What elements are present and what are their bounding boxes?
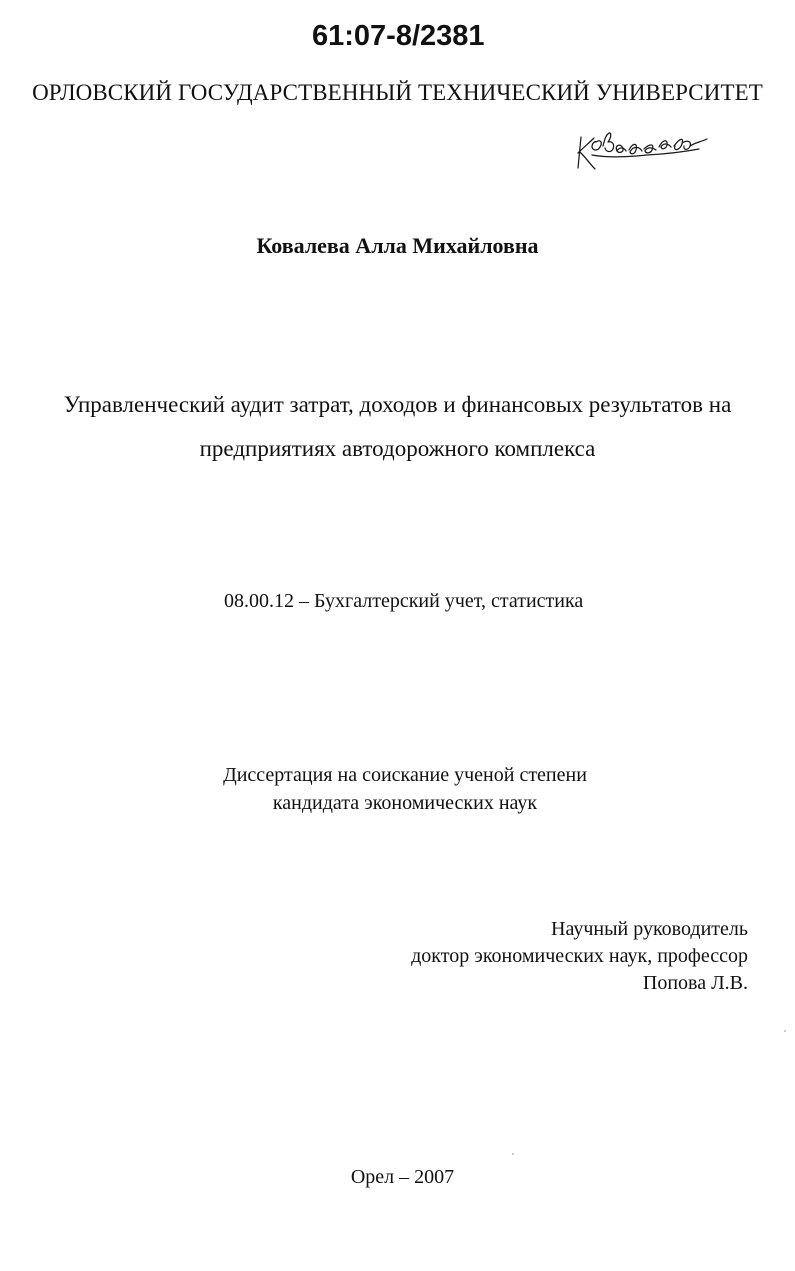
university-name: ОРЛОВСКИЙ ГОСУДАРСТВЕННЫЙ ТЕХНИЧЕСКИЙ УНИВЕРСИТЕТ <box>32 80 763 105</box>
author-name: Ковалева Алла Михайловна <box>256 233 539 258</box>
archive-code: 61:07-8/2381 <box>312 20 485 52</box>
scan-speck <box>512 1153 514 1155</box>
advisor-role: Научный руководитель <box>551 918 748 940</box>
thesis-title-line-2: предприятиях автодорожного комплекса <box>199 436 596 461</box>
specialty-code: 08.00.12 – Бухгалтерский учет, статистика <box>224 590 584 612</box>
city-year: Орел – 2007 <box>350 1166 455 1188</box>
handwritten-signature <box>572 125 714 175</box>
degree-statement-line-1: Диссертация на соискание ученой степени <box>223 764 587 786</box>
signature-text: Ковалева <box>572 174 576 175</box>
advisor-credentials: доктор экономических наук, профессор <box>411 945 748 967</box>
scan-speck <box>784 1030 786 1032</box>
degree-statement-line-2: кандидата экономических наук <box>272 792 538 814</box>
advisor-name: Попова Л.В. <box>642 972 748 994</box>
thesis-title-line-1: Управленческий аудит затрат, доходов и финансовых результатов на <box>63 392 732 417</box>
